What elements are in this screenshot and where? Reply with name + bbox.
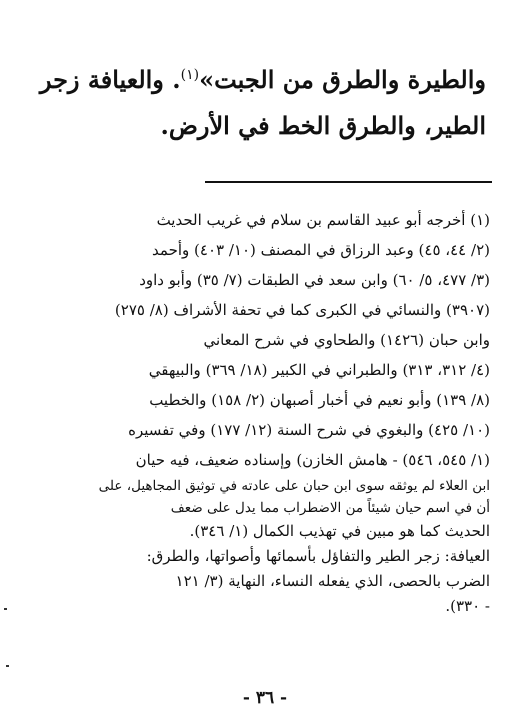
footnote-line: (٢/ ٤٤، ٤٥) وعبد الرزاق في المصنف (١٠/ ٤٠٣) وأحمد [152, 241, 490, 259]
footnote-line: الضرب بالحصى، الذي يفعله النساء، النهاية (٣/ ١٢١ [175, 572, 490, 590]
footnote [35, 205, 490, 619]
footnote-line: (١/ ٥٤٥، ٥٤٦) - هامش الخازن) وإسناده ضعيف، فيه حيان [135, 451, 490, 469]
footnote-line: العيافة: زجر الطير والتفاؤل بأسمائها وأصواتها، والطرق: [146, 547, 490, 565]
footnote-line: (٣٩٠٧) والنسائي في الكبرى كما في تحفة الأشراف (٨/ ٢٧٥) [114, 301, 490, 319]
footnote-line: الحديث كما هو مبين في تهذيب الكمال (١/ ٣٤٦). [189, 522, 490, 540]
footnote-line: (٣/ ٤٧٧، ٥/ ٦٠) وابن سعد في الطبقات (٧/ ٣٥) وأبو داود [139, 271, 490, 289]
footnote-line: وابن حبان (١٤٢٦) والطحاوي في شرح المعاني [203, 331, 490, 349]
footnote-inserted-line: ابن العلاء لم يوثقه سوى ابن حبان على عادته في توثيق المجاهيل، على [98, 478, 490, 494]
footnote-line: - ٣٣٠). [445, 597, 490, 615]
page-number: - ٣٦ - [242, 688, 288, 708]
main-text-line-1-start: والطيرة والطرق من الجبت» [199, 65, 486, 94]
footnote-line: (٨/ ١٣٩) وأبو نعيم في أخبار أصبهان (٢/ ١٥٨) والخطيب [149, 391, 490, 409]
footnote-reference-marker: (١) [180, 67, 200, 83]
main-text-line-1 [39, 52, 486, 103]
footnote-line: (١) أخرجه أبو عبيد القاسم بن سلام في غريب الحديث [156, 211, 490, 229]
main-text-line-1-end: . والعيافة زجر [39, 65, 181, 94]
main-text-line-2: الطير، والطرق الخط في الأرض. [160, 111, 486, 140]
scan-speck [6, 665, 9, 667]
footnote-line: (٤/ ٣١٢، ٣١٣) والطبراني في الكبير (١٨/ ٣٦٩) والبيهقي [148, 361, 490, 379]
footnote-line: (١٠/ ٤٢٥) والبغوي في شرح السنة (١٢/ ١٧٧) وفي تفسيره [128, 421, 490, 439]
footnote-separator [205, 181, 492, 183]
footnote-inserted-line: أن في اسم حيان شيئاً من الاضطراب مما يدل على ضعف [170, 500, 490, 516]
scan-speck [4, 608, 7, 610]
main-text [39, 52, 486, 149]
